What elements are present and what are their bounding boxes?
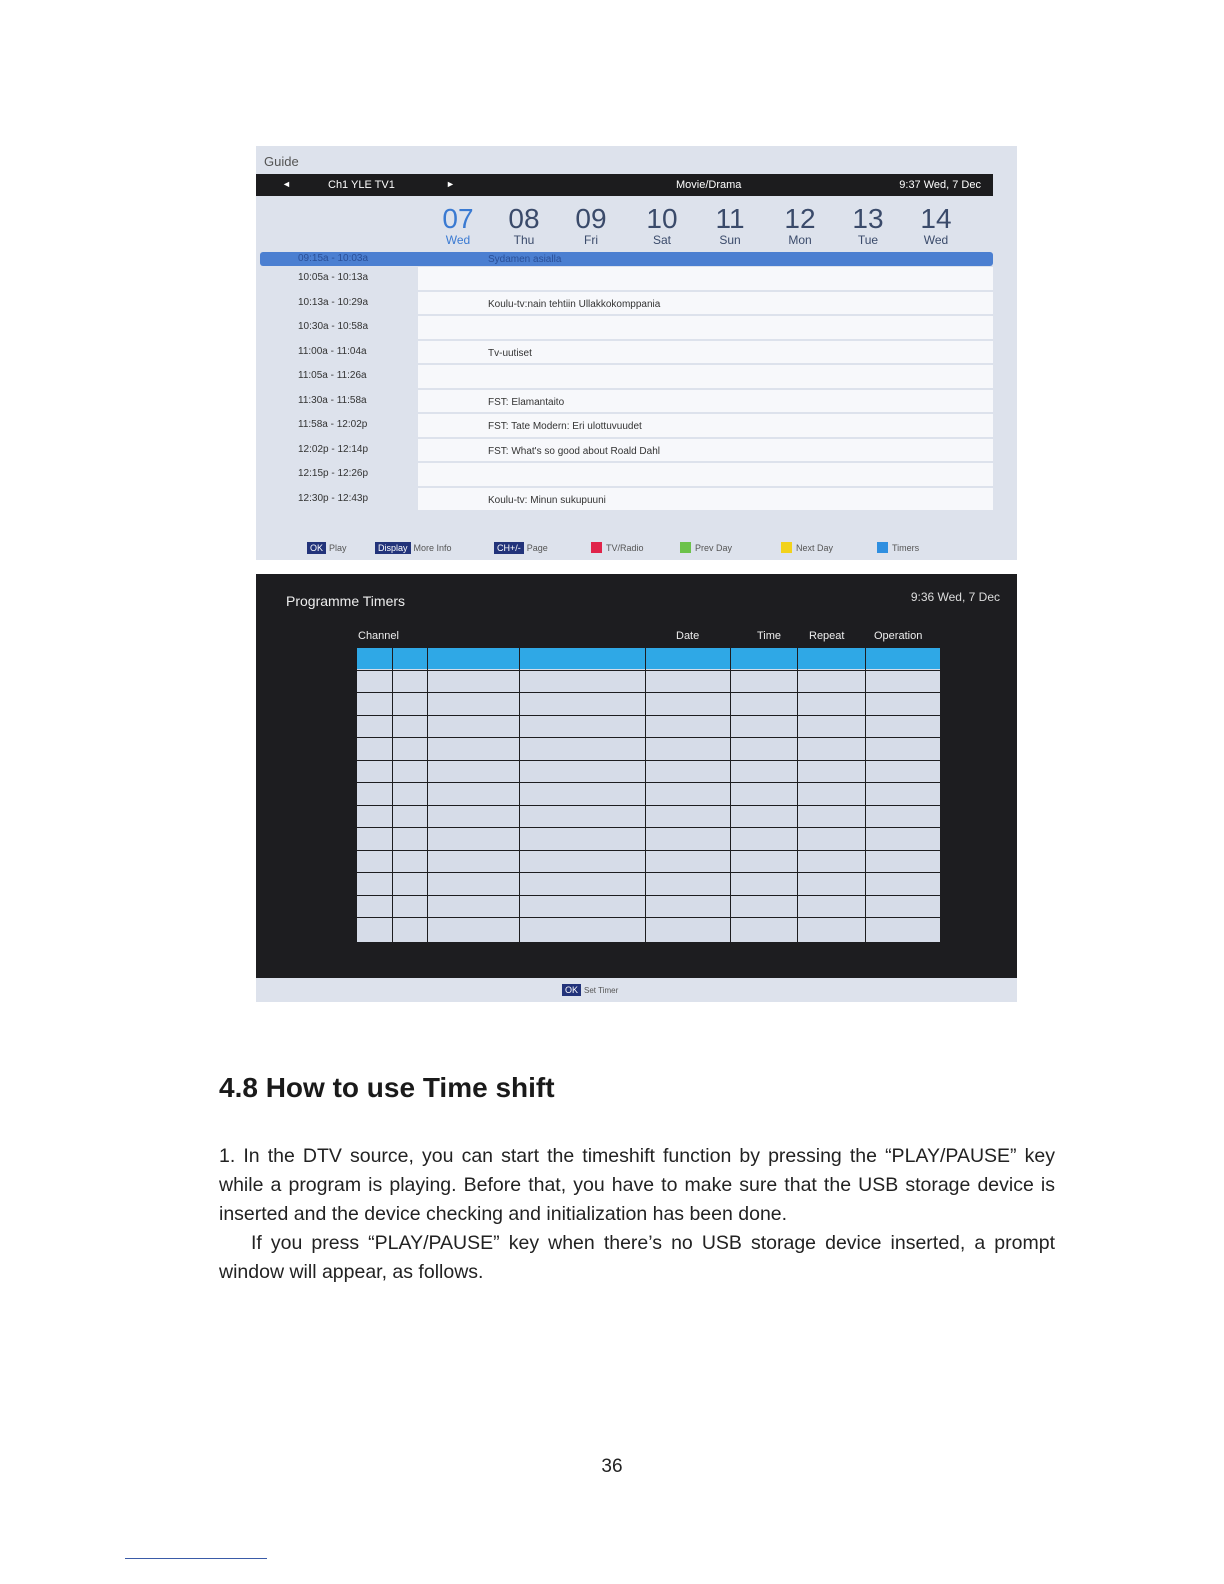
hint-ok[interactable] [307,542,347,554]
table-row-divider [357,917,940,918]
hint-next-day[interactable] [781,542,833,553]
programme-time: 09:15a - 10:03a [298,253,369,264]
programme-row[interactable] [260,291,993,316]
programme-time: 10:30a - 10:58a [298,321,369,332]
programme-time: 12:02p - 12:14p [298,443,369,455]
table-row-divider [357,872,940,873]
hint-label: Next Day [796,543,834,553]
programme-row[interactable] [260,462,993,487]
paragraph-2: If you press “PLAY/PAUSE” key when there’s no USB storage device inserted, a prompt window will appear, as follows. [219,1232,1055,1283]
footer-rule [125,1558,267,1559]
programme-row[interactable] [260,389,993,414]
table-col-divider [427,648,428,942]
hint-prev-day[interactable] [680,542,732,553]
red-key-icon [591,542,602,553]
column-header-date: Date [676,630,700,642]
programme-genre: Movie/Drama [676,179,742,191]
hint-timers[interactable] [877,542,919,553]
display-key: Display [375,542,411,554]
day-tab[interactable]: 09 Fri [575,203,607,247]
column-header-repeat: Repeat [809,630,845,642]
hint-label: TV/Radio [606,543,644,553]
table-row-divider [357,805,940,806]
hint-tv-radio[interactable] [591,542,644,553]
day-tab[interactable]: 11 Sun [715,203,745,247]
guide-screenshot [256,146,1017,560]
yellow-key-icon [781,542,792,553]
table-col-divider [392,648,393,942]
programme-row[interactable] [260,487,993,512]
programme-row[interactable] [260,364,993,389]
programme-row-selected[interactable] [260,252,993,266]
table-col-divider [797,648,798,942]
day-tab[interactable]: 10 Sat [646,203,678,247]
timer-row-selected[interactable] [357,648,940,669]
day-tab[interactable]: 14 Wed [920,203,952,247]
hint-set-timer[interactable] [562,984,618,996]
table-col-divider [519,648,520,942]
table-row-divider [357,895,940,896]
programme-title: Koulu-tv: Minun sukupuuni [488,494,606,506]
channel-name: Ch1 YLE TV1 [328,179,395,191]
table-row-divider [357,760,940,761]
programme-title: FST: Tate Modern: Eri ulottuvuudet [488,421,642,432]
ok-key: OK [307,542,326,554]
ch-key: CH+/- [494,542,524,554]
day-tab[interactable]: 13 Tue [852,203,884,247]
hint-label: Timers [892,543,920,553]
ok-key: OK [562,984,581,996]
section-heading: 4.8 How to use Time shift [219,1072,555,1103]
hint-display[interactable] [375,542,452,554]
timers-clock: 9:36 Wed, 7 Dec [910,590,1000,604]
programme-title: Sydamen asialla [488,254,562,265]
column-header-time: Time [757,630,782,642]
table-row-divider [357,670,940,671]
table-row-divider [357,737,940,738]
programme-row[interactable] [260,340,993,365]
table-row-divider [357,827,940,828]
table-row-divider [357,782,940,783]
day-selector [428,204,988,250]
programme-title: Tv-uutiset [488,347,532,359]
guide-title: Guide [264,154,299,169]
programme-time: 11:58a - 12:02p [298,419,368,430]
programme-row[interactable] [260,315,993,340]
day-tab[interactable]: 08 Thu [508,203,540,247]
green-key-icon [680,542,691,553]
programme-time: 12:15p - 12:26p [298,468,369,479]
hint-page[interactable] [494,542,548,554]
programme-time: 11:00a - 11:04a [298,345,367,357]
timers-footer-hints [256,978,1017,1002]
programme-row[interactable] [260,413,993,438]
programme-title: FST: Elamantaito [488,396,565,408]
column-header-channel: Channel [358,630,399,642]
guide-footer-hints [256,538,1017,560]
page-number: 36 [601,1456,623,1477]
table-col-divider [865,648,866,942]
programme-time: 10:05a - 10:13a [298,272,369,283]
hint-label: Prev Day [695,543,733,553]
programme-time: 11:30a - 11:58a [298,394,367,406]
programme-title: FST: What's so good about Roald Dahl [488,445,661,457]
prev-channel-arrow-icon[interactable]: ◄ [282,179,291,189]
programme-row[interactable] [260,266,993,291]
hint-label: More Info [413,543,452,553]
programme-title: Koulu-tv:nain tehtiin Ullakkokomppania [488,298,661,310]
programme-timers-screenshot [256,574,1017,1002]
table-col-divider [645,648,646,942]
programme-time: 11:05a - 11:26a [298,370,367,381]
table-col-divider [730,648,731,942]
hint-label: Play [329,543,347,553]
guide-channel-bar [256,174,993,196]
column-header-operation: Operation [874,630,923,642]
paragraph-1: 1. In the DTV source, you can start the timeshift function by pressing the “PLAY/PAUSE” key while a program is playing. Before that, you have to make sure that the USB storage device is inserted and the device checking and initialization has been done. [219,1145,1055,1225]
programme-time: 12:30p - 12:43p [298,492,369,504]
timers-table[interactable] [357,648,940,942]
table-row-divider [357,692,940,693]
programme-list [260,252,993,511]
blue-key-icon [877,542,888,553]
programme-time: 10:13a - 10:29a [298,296,369,308]
hint-label: Set Timer [584,986,619,995]
table-row-divider [357,850,940,851]
day-tab[interactable]: 07 Wed [442,203,474,247]
day-tab[interactable]: 12 Mon [784,203,816,247]
timers-title: Programme Timers [286,593,406,609]
timers-panel [256,574,1017,978]
hint-label: Page [526,543,548,553]
table-row-divider [357,715,940,716]
programme-row[interactable] [260,438,993,463]
guide-clock: 9:37 Wed, 7 Dec [899,179,981,191]
next-channel-arrow-icon[interactable]: ► [446,179,455,189]
